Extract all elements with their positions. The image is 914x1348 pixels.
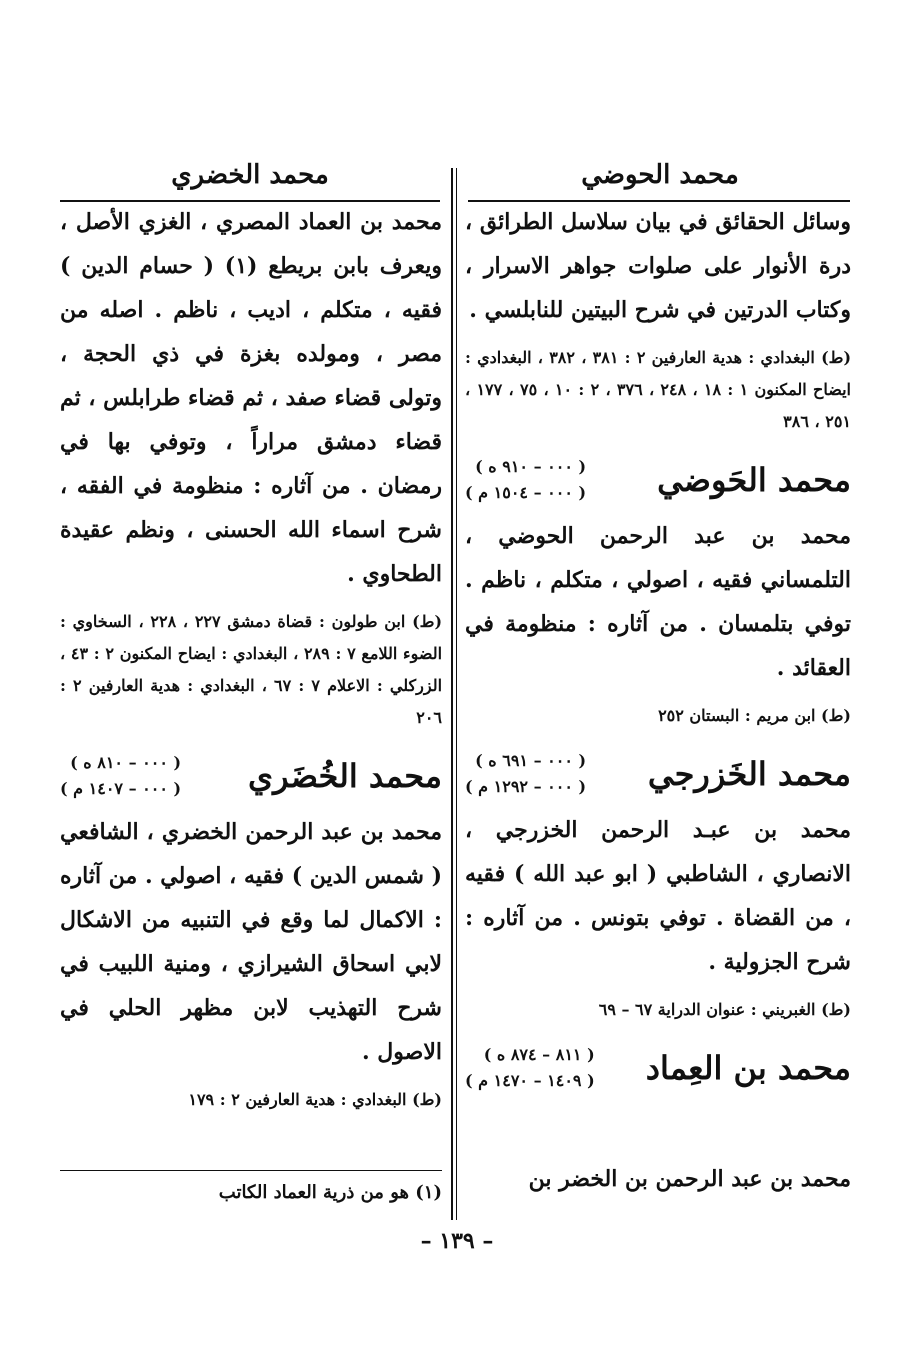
dates-hijri: ( ٠٠٠ – ٦٩١ ه ): [475, 751, 587, 770]
entry-header-hawdi: [465, 454, 851, 506]
right-intro-sources: (ط) البغدادي : هدية العارفين ٢ : ٣٨١ ، ٣٨٢ ، البغدادي : ايضاح المكنون ١ : ١٨ ، ٢٤٨ ، ٣٧٦ ، ٢ : ١٠ ، ٧٥ ، ١٧٧ ، ٢٥١ ، ٣٨٦: [465, 348, 852, 431]
footnote-rule: [60, 1170, 442, 1171]
left-intro-sources: (ط) ابن طولون : قضاة دمشق ٢٢٧ ، ٢٢٨ ، السخاوي : الضوء اللامع ٧ : ٢٨٩ ، البغدادي : ايضاح المكنون ٢ : ٤٣ ، الزركلي : الاعلام ٧ : ٦٧ ، البغدادي : هدية العارفين ٢ : ٢٠٦: [60, 612, 443, 727]
entry-header-ibn-al-imad: [465, 1042, 851, 1094]
running-head-right: محمد الحوضي: [581, 160, 739, 190]
page-number: – ١٣٩ –: [420, 1228, 494, 1254]
right-intro-text: وسائل الحقائق في بيان سلاسل الطرائق ، درة الأنوار على صلوات جواهر الاسرار ، وكتاب الدرتين في شرح البيتين للنابلسي .: [465, 209, 851, 323]
entry-dates: [465, 454, 586, 506]
dates-hijri: ( ٠٠٠ – ٨١٠ ه ): [70, 753, 182, 772]
dates-hijri: ( ٨١١ – ٨٧٤ ه ): [483, 1045, 595, 1064]
entry-name: محمد الخُضَري: [248, 757, 442, 795]
entry-name: محمد الخَزرجي: [647, 755, 851, 793]
left-intro-text: محمد بن العماد المصري ، الغزي الأصل ، ويعرف بابن بريطع (١) ( حسام الدين ) فقيه ، متكلم ، اديب ، ناظم . اصله من مصر ، ومولده بغزة في ذي الحجة ، وتولى قضاء صفد ، ثم قضاء طرابلس ، ثم قضاء دمشق مراراً ، وتوفي بها في رمضان . من آثاره : منظومة في الفقه ، شرح اسماء الله الحسنى ، ونظم عقيدة الطحاوي .: [59, 209, 442, 587]
entry-sources: (ط) الغبريني : عنوان الدراية ٦٧ – ٦٩: [598, 1000, 851, 1019]
entry-text: محمد بن عبـد الرحمن الخزرجي ، الانصاري ، الشاطبي ( ابو عبد الله ) فقيه ، من القضاة . توفي بتونس . من آثاره : شرح الجزولية .: [465, 817, 851, 975]
entry-header-khazraji: [465, 748, 851, 800]
entry-dates: [465, 748, 586, 800]
entry-sources: (ط) ابن مريم : البستان ٢٥٢: [658, 706, 851, 725]
left-column: [60, 200, 442, 1116]
dates-hijri: ( ٠٠٠ – ٩١٠ ه ): [475, 457, 587, 476]
running-head-left: محمد الخضري: [171, 160, 329, 190]
dates-gregorian: ( ٠٠٠ – ١٥٠٤ م ): [465, 483, 587, 502]
dates-gregorian: ( ١٤٠٩ – ١٤٧٠ م ): [465, 1071, 595, 1090]
column-divider-inner: [456, 168, 457, 1220]
entry-text: محمد بن عبد الرحمن الحوضي ، التلمساني فقيه ، اصولي ، متكلم ، ناظم . توفي بتلمسان . من آثاره : منظومة في العقائد .: [465, 523, 851, 681]
entry-text: محمد بن عبد الرحمن الخضري ، الشافعي ( شمس الدين ) فقيه ، اصولي . من آثاره : الاكمال لما وقع في التنبيه من الاشكال لابي اسحاق الشيرازي ، ومنية اللبيب في شرح التهذيب لابن مظهر الحلي في الاصول .: [60, 819, 442, 1065]
entry-dates: [465, 1042, 595, 1094]
right-continuation-text: محمد بن عبد الرحمن بن الخضر بن: [528, 1166, 851, 1192]
dates-gregorian: ( ٠٠٠ – ١٤٠٧ م ): [60, 779, 182, 798]
entry-header-khudari: [60, 750, 442, 802]
entry-name: محمد بن العِماد: [645, 1049, 851, 1087]
entry-dates: [60, 750, 181, 802]
dates-gregorian: ( ٠٠٠ – ١٢٩٢ م ): [465, 777, 587, 796]
entry-sources: (ط) البغدادي : هدية العارفين ٢ : ١٧٩: [188, 1090, 442, 1109]
entry-name: محمد الحَوضي: [657, 461, 851, 499]
right-column: [465, 200, 851, 1102]
column-divider: [451, 168, 453, 1220]
footnote: (١) هو من ذرية العماد الكاتب: [218, 1182, 442, 1203]
